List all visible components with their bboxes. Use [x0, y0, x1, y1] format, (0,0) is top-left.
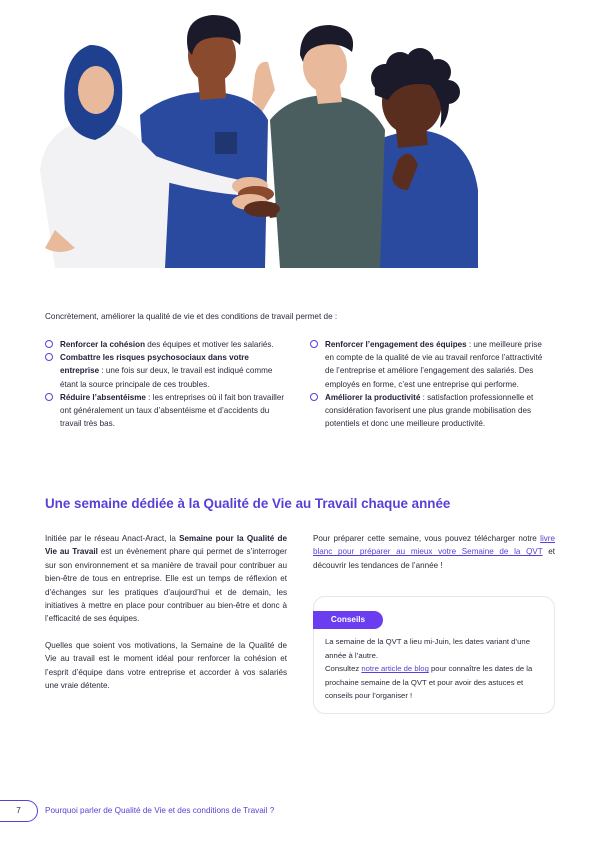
- page-footer: [0, 800, 595, 822]
- benefits-list-left: [45, 338, 285, 430]
- bullet-heading: Renforcer l’engagement des équipes: [325, 340, 467, 349]
- tips-line: [325, 662, 547, 703]
- bullet-circle-icon: [310, 340, 318, 348]
- section-title: Une semaine dédiée à la Qualité de Vie au Travail chaque année: [45, 496, 451, 511]
- bullet-text: : une fois sur deux, le travail est indiqué comme étant la source principale de ces troubles.: [60, 366, 273, 389]
- person-teal: [252, 25, 385, 268]
- blog-article-link[interactable]: notre article de blog: [361, 664, 429, 674]
- paragraph-text: Initiée par le réseau Anact-Aract, la: [45, 534, 180, 543]
- bullet-text: : les entreprises où il fait bon travailler ont généralement un taux d’absentéisme et d’accidents du travail très bas.: [60, 392, 285, 429]
- bullet-text: : satisfaction professionnelle et considération favorisent une plus grande mobilisation des potentiels et donc une meilleure productivité.: [325, 392, 534, 429]
- list-item: [45, 351, 285, 391]
- tips-line-text: pour connaître les dates de la prochaine semaine de la QVT et pour avoir des astuces et conseils pour l’organiser !: [325, 664, 533, 701]
- tips-line: La semaine de la QVT a lieu mi-Juin, les dates variant d’une année à l’autre.: [325, 637, 530, 660]
- tips-line-text: Consultez: [325, 664, 362, 674]
- page-number: 7: [0, 800, 38, 822]
- event-name: Semaine pour la Qualité de Vie au Travail: [45, 534, 287, 557]
- tips-box: [313, 596, 555, 714]
- paragraph-text: est un évènement phare qui permet de s’interroger sur son environnement et sa manière de travail pour contribuer au bien-être de tous en entreprise. Elle est un temps de réflexion et d’échanges sur les pratiques d’aujourd’hui et de demain, les initiatives à mettre en place pour contribuer au bien-être et donc à l’efficacité de ses équipes.: [45, 547, 288, 624]
- intro-text: Concrètement, améliorer la qualité de vie et des conditions de travail permet de :: [45, 312, 338, 321]
- paragraph: Quelles que soient vos motivations, la Semaine de la Qualité de Vie au travail est le moment idéal pour renforcer la cohésion et l’esprit d’équipe dans votre entreprise et accorder à vos salariés une vraie détente.: [45, 640, 287, 691]
- bullet-circle-icon: [45, 340, 53, 348]
- bullet-circle-icon: [45, 393, 53, 401]
- bullet-heading: Améliorer la productivité: [325, 392, 421, 402]
- paragraph-text: Pour préparer cette semaine, vous pouvez télécharger notre: [313, 534, 541, 543]
- team-illustration: [0, 0, 595, 275]
- list-item: [45, 391, 285, 431]
- paragraph: [45, 532, 287, 626]
- list-item: [45, 338, 285, 351]
- white-paper-link[interactable]: livre blanc pour préparer au mieux votre Semaine de la QVT: [313, 534, 555, 557]
- bullet-circle-icon: [45, 353, 53, 361]
- bullet-heading: Réduire l’absentéisme: [60, 392, 146, 402]
- bullet-heading: Combattre les risques psychosociaux dans votre entreprise: [60, 353, 249, 376]
- tips-badge: Conseils: [313, 611, 383, 629]
- bullet-heading: Renforcer la cohésion: [60, 340, 146, 349]
- bullet-text: : une meilleure prise en compte de la qualité de vie au travail renforce l’attractivité de l’entreprise et améliore l’engagement des salariés. Des employés en forme, c’est une entreprise qui performe.: [325, 340, 543, 389]
- bullet-text: des équipes et motiver les salariés.: [145, 340, 274, 349]
- body-column-right: [313, 532, 555, 572]
- tips-text: [325, 635, 547, 703]
- body-column-left: [45, 532, 287, 705]
- list-item: [310, 338, 545, 391]
- paragraph-text: et découvrir les tendances de l’année !: [313, 547, 555, 570]
- bullet-circle-icon: [310, 393, 318, 401]
- list-item: [310, 391, 545, 431]
- footer-title: Pourquoi parler de Qualité de Vie et des conditions de Travail ?: [45, 806, 275, 815]
- benefits-list-right: [310, 338, 545, 430]
